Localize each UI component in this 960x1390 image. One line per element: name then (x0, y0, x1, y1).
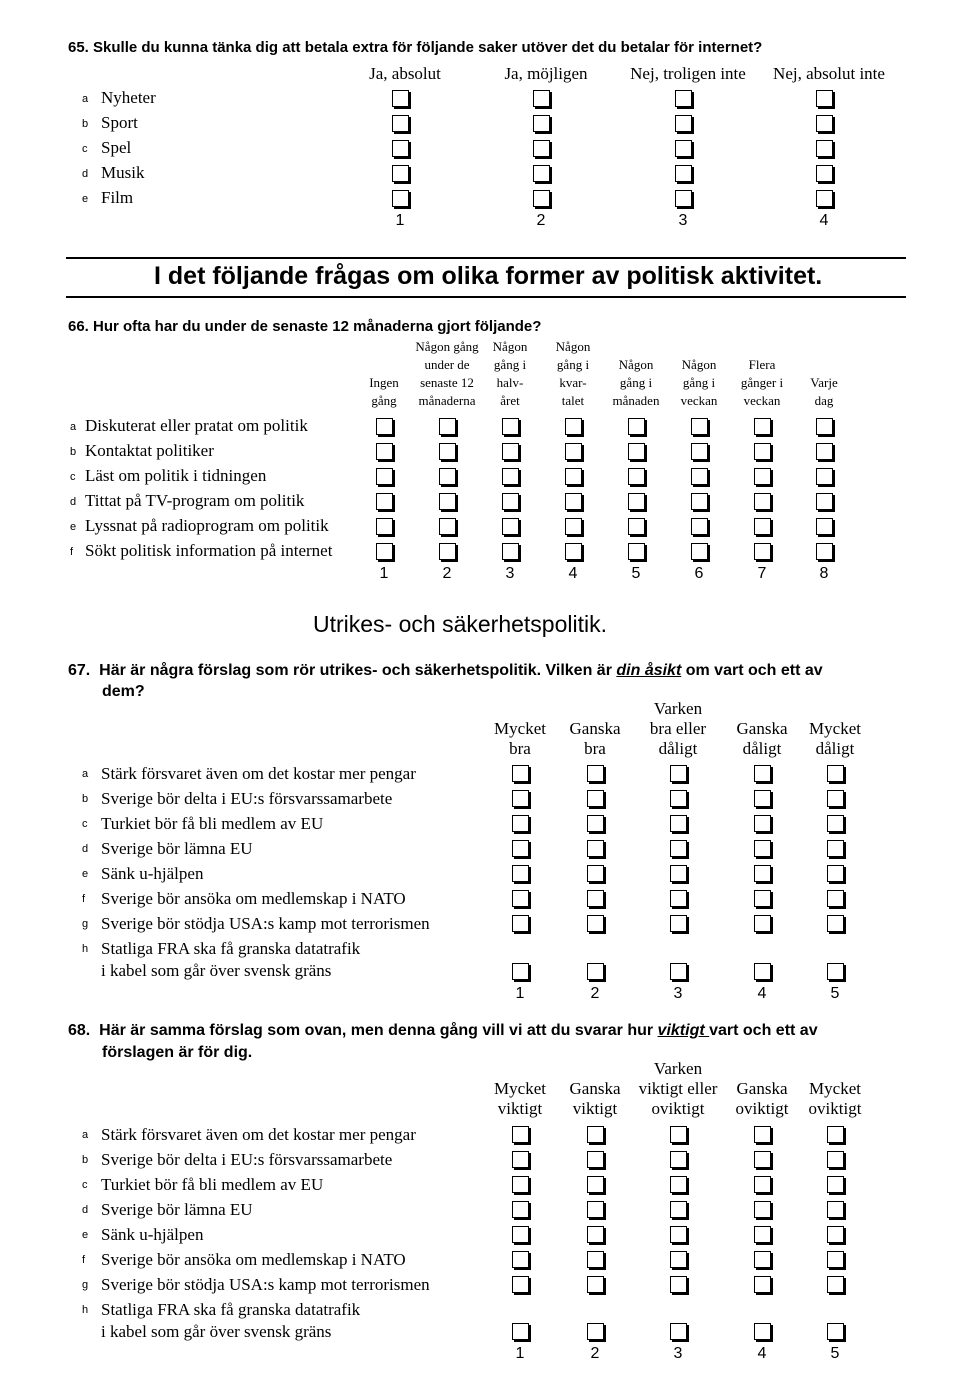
q68-column-header: Ganska oviktigt (735, 1079, 789, 1118)
q65-item-letter: b (82, 118, 89, 130)
q68-scale-number: 3 (673, 1345, 683, 1362)
q65-scale-number: 3 (678, 212, 688, 229)
q67-item-label: Turkiet bör få bli medlem av EU (101, 814, 324, 833)
q66-checkbox[interactable] (502, 468, 519, 485)
q68-item-letter: f (82, 1254, 86, 1266)
q68-checkbox[interactable] (587, 1151, 604, 1168)
q68-item-label: Sverige bör lämna EU (101, 1200, 253, 1219)
q68-checkbox[interactable] (670, 1201, 687, 1218)
q66-item-letter: f (70, 546, 74, 558)
q66-scale-number: 3 (505, 565, 515, 582)
q66-checkbox[interactable] (691, 468, 708, 485)
q68-checkbox[interactable] (827, 1201, 844, 1218)
q66-checkbox[interactable] (816, 543, 833, 560)
q68-checkbox[interactable] (512, 1201, 529, 1218)
q68-checkbox[interactable] (754, 1126, 771, 1143)
q65-item-label: Film (101, 188, 134, 207)
q68-checkbox[interactable] (754, 1176, 771, 1193)
q66-checkbox[interactable] (754, 518, 771, 535)
q68-column-header: Mycket viktigt (494, 1079, 546, 1118)
q67-checkbox[interactable] (512, 815, 529, 832)
q67-checkbox[interactable] (670, 790, 687, 807)
q65-item-letter: a (82, 93, 89, 105)
q66-checkbox[interactable] (628, 443, 645, 460)
q67-checkbox[interactable] (754, 815, 771, 832)
q68-checkbox[interactable] (512, 1176, 529, 1193)
q67-column-header: Mycket bra (494, 719, 546, 758)
q66-checkbox[interactable] (502, 418, 519, 435)
q68-column-header: Mycket oviktigt (808, 1079, 862, 1118)
q65-checkbox[interactable] (816, 90, 833, 107)
q68-checkbox[interactable] (512, 1151, 529, 1168)
q67-checkbox[interactable] (827, 915, 844, 932)
q67-scale-number: 3 (673, 985, 683, 1002)
q66-checkbox[interactable] (691, 493, 708, 510)
q67-column-header: Mycket dåligt (809, 719, 861, 758)
q66-item-label: Lyssnat på radioprogram om politik (85, 516, 329, 535)
q65-scale-number: 2 (536, 212, 546, 229)
q66-item-letter: a (70, 421, 77, 433)
q65-column-header: Nej, troligen inte (630, 64, 746, 83)
q65-checkbox[interactable] (675, 90, 692, 107)
q66-checkbox[interactable] (691, 543, 708, 560)
q68-checkbox[interactable] (754, 1226, 771, 1243)
q66-checkbox[interactable] (565, 418, 582, 435)
q65-checkbox[interactable] (816, 140, 833, 157)
q67-checkbox[interactable] (512, 915, 529, 932)
q65-checkbox[interactable] (675, 140, 692, 157)
q67-checkbox[interactable] (512, 890, 529, 907)
q66-checkbox[interactable] (565, 493, 582, 510)
q68-item-letter: b (82, 1154, 89, 1166)
q66-checkbox[interactable] (376, 543, 393, 560)
q66-scale-number: 1 (379, 565, 389, 582)
q67-scale-number: 1 (515, 985, 525, 1002)
q68-checkbox[interactable] (827, 1323, 844, 1340)
q66-checkbox[interactable] (502, 493, 519, 510)
q67-checkbox[interactable] (754, 840, 771, 857)
q67-checkbox[interactable] (512, 790, 529, 807)
q68-checkbox[interactable] (587, 1323, 604, 1340)
q67-checkbox[interactable] (754, 865, 771, 882)
q65-scale-number: 1 (395, 212, 405, 229)
q65-column-header: Ja, möjligen (504, 64, 588, 83)
q67-item-letter: b (82, 793, 89, 805)
q65-scale-number: 4 (819, 212, 829, 229)
q66-column-header: Någon gång i veckan (680, 357, 718, 408)
q67-item-letter: e (82, 868, 89, 880)
q68-item-letter: d (82, 1204, 89, 1216)
q68-checkbox[interactable] (670, 1176, 687, 1193)
q67-item-label: Stärk försvaret även om det kostar mer pengar (101, 764, 416, 783)
q66-item-letter: d (70, 496, 77, 508)
q67-column-header: Ganska bra (569, 719, 621, 758)
q68-checkbox[interactable] (670, 1251, 687, 1268)
q68-title (68, 1020, 908, 1042)
q66-checkbox[interactable] (691, 418, 708, 435)
q67-item-label: Sverige bör delta i EU:s försvarssamarbete (101, 789, 393, 808)
q66-checkbox[interactable] (439, 493, 456, 510)
q65-checkbox[interactable] (816, 165, 833, 182)
q67-title (68, 660, 908, 682)
q68-title-emphasis: viktigt (657, 1022, 710, 1039)
q66-item-letter: c (70, 471, 76, 483)
q66-checkbox[interactable] (376, 468, 393, 485)
section-banner: I det följande frågas om olika former av politisk aktivitet. (154, 262, 823, 290)
q67-item-label: Sverige bör ansöka om medlemskap i NATO (101, 889, 406, 908)
q67-item-letter: f (82, 893, 86, 905)
q66-checkbox[interactable] (439, 443, 456, 460)
q65-checkbox[interactable] (533, 165, 550, 182)
q66-checkbox[interactable] (376, 518, 393, 535)
q65-column-header: Nej, absolut inte (773, 64, 885, 83)
q67-item-label: Sverige bör lämna EU (101, 839, 253, 858)
q66-checkbox[interactable] (376, 418, 393, 435)
q67-checkbox[interactable] (670, 963, 687, 980)
q68-checkbox[interactable] (754, 1251, 771, 1268)
q66-column-header: Ingen gång (369, 375, 399, 408)
q67-column-header: Varken bra eller dåligt (649, 699, 707, 758)
q66-checkbox[interactable] (565, 543, 582, 560)
q65-checkbox[interactable] (392, 190, 409, 207)
q68-checkbox[interactable] (827, 1176, 844, 1193)
q67-checkbox[interactable] (512, 765, 529, 782)
q67-title-tail: om vart och ett av (681, 662, 823, 679)
q68-item-letter: a (82, 1129, 89, 1141)
q68-column-header: Varken viktigt eller oviktigt (638, 1059, 718, 1118)
q67-checkbox[interactable] (754, 915, 771, 932)
q66-checkbox[interactable] (502, 443, 519, 460)
q67-checkbox[interactable] (587, 790, 604, 807)
q67-checkbox[interactable] (670, 840, 687, 857)
q66-checkbox[interactable] (816, 518, 833, 535)
q66-item-label: Läst om politik i tidningen (85, 466, 267, 485)
q67-checkbox[interactable] (512, 865, 529, 882)
q66-scale-number: 4 (568, 565, 578, 582)
q67-checkbox[interactable] (587, 765, 604, 782)
q67-checkbox[interactable] (827, 963, 844, 980)
q67-checkbox[interactable] (754, 765, 771, 782)
q68-item-label: Sverige bör delta i EU:s försvarssamarbete (101, 1150, 393, 1169)
q67-item-letter: g (82, 918, 89, 930)
q66-checkbox[interactable] (565, 518, 582, 535)
q68-item-label: Sverige bör stödja USA:s kamp mot terrorismen (101, 1275, 430, 1294)
q66-checkbox[interactable] (816, 468, 833, 485)
q68-checkbox[interactable] (827, 1226, 844, 1243)
q65-item-letter: d (82, 168, 89, 180)
q67-checkbox[interactable] (587, 840, 604, 857)
q66-checkbox[interactable] (502, 543, 519, 560)
q68-checkbox[interactable] (512, 1276, 529, 1293)
q66-checkbox[interactable] (691, 518, 708, 535)
q66-checkbox[interactable] (376, 443, 393, 460)
q66-checkbox[interactable] (628, 518, 645, 535)
q67-scale-number: 4 (757, 985, 767, 1002)
q67-checkbox[interactable] (754, 790, 771, 807)
q67-column-header: Ganska dåligt (736, 719, 788, 758)
q66-checkbox[interactable] (754, 443, 771, 460)
q67-checkbox[interactable] (754, 963, 771, 980)
q66-column-header: Någon gång i halv- året (492, 339, 528, 408)
q65-item-label: Musik (101, 163, 145, 182)
q68-checkbox[interactable] (512, 1323, 529, 1340)
q66-item-letter: b (70, 446, 77, 458)
q66-scale-number: 8 (819, 565, 829, 582)
q67-checkbox[interactable] (827, 890, 844, 907)
q68-checkbox[interactable] (587, 1276, 604, 1293)
q67-checkbox[interactable] (827, 840, 844, 857)
q65-checkbox[interactable] (392, 165, 409, 182)
q68-checkbox[interactable] (587, 1176, 604, 1193)
q66-column-header: Varje dag (810, 375, 838, 408)
q66-item-letter: e (70, 521, 77, 533)
q67-checkbox[interactable] (670, 765, 687, 782)
q66-checkbox[interactable] (754, 418, 771, 435)
q66-column-header: Flera gånger i veckan (740, 357, 784, 408)
q68-checkbox[interactable] (827, 1251, 844, 1268)
q68-item-label: Stärk försvaret även om det kostar mer pengar (101, 1125, 416, 1144)
banner-top-rule (66, 257, 906, 259)
q67-scale-number: 5 (830, 985, 840, 1002)
q68-checkbox[interactable] (512, 1226, 529, 1243)
q66-item-label: Sökt politisk information på internet (85, 541, 333, 560)
q68-checkbox[interactable] (827, 1126, 844, 1143)
q66-checkbox[interactable] (628, 543, 645, 560)
q68-checkbox[interactable] (587, 1201, 604, 1218)
q67-checkbox[interactable] (587, 915, 604, 932)
q68-checkbox[interactable] (587, 1126, 604, 1143)
section-title: Utrikes- och säkerhetspolitik. (313, 611, 607, 637)
q67-checkbox[interactable] (670, 890, 687, 907)
q68-checkbox[interactable] (754, 1151, 771, 1168)
q67-checkbox[interactable] (670, 865, 687, 882)
q66-checkbox[interactable] (565, 468, 582, 485)
q67-number: 67. (68, 662, 91, 679)
q67-checkbox[interactable] (827, 865, 844, 882)
q66-checkbox[interactable] (628, 493, 645, 510)
q66-title: 66. Hur ofta har du under de senaste 12 månaderna gjort följande? (68, 318, 542, 335)
q65-checkbox[interactable] (816, 190, 833, 207)
q65-checkbox[interactable] (392, 115, 409, 132)
q67-checkbox[interactable] (512, 840, 529, 857)
q66-checkbox[interactable] (376, 493, 393, 510)
q67-item-letter: d (82, 843, 89, 855)
q68-checkbox[interactable] (670, 1276, 687, 1293)
q66-item-label: Kontaktat politiker (85, 441, 214, 460)
q65-title: 65. Skulle du kunna tänka dig att betala extra för följande saker utöver det du betalar för internet? (68, 39, 763, 56)
q68-checkbox[interactable] (670, 1226, 687, 1243)
q68-title-tail: vart och ett av (709, 1022, 818, 1039)
q68-number: 68. (68, 1022, 91, 1039)
q68-checkbox[interactable] (587, 1226, 604, 1243)
q67-checkbox[interactable] (587, 890, 604, 907)
q67-scale-number: 2 (590, 985, 600, 1002)
q68-checkbox[interactable] (827, 1276, 844, 1293)
q66-checkbox[interactable] (754, 493, 771, 510)
q68-item-letter: h (82, 1304, 89, 1316)
q65-item-letter: e (82, 193, 89, 205)
q67-item-label: Sänk u-hjälpen (101, 864, 204, 883)
q65-checkbox[interactable] (533, 90, 550, 107)
q66-checkbox[interactable] (691, 443, 708, 460)
q65-item-label: Nyheter (101, 88, 156, 107)
q65-checkbox[interactable] (392, 140, 409, 157)
q66-checkbox[interactable] (439, 518, 456, 535)
q67-checkbox[interactable] (827, 815, 844, 832)
q68-item-label: Sverige bör ansöka om medlemskap i NATO (101, 1250, 406, 1269)
q66-checkbox[interactable] (816, 493, 833, 510)
q66-column-header: Någon gång under de senaste 12 månaderna (415, 339, 479, 408)
q68-checkbox[interactable] (512, 1126, 529, 1143)
q67-item-letter: a (82, 768, 89, 780)
q66-checkbox[interactable] (816, 418, 833, 435)
q68-checkbox[interactable] (754, 1276, 771, 1293)
q66-checkbox[interactable] (439, 468, 456, 485)
q68-item-label: Statliga FRA ska få granska datatrafik i kabel som går över svensk gräns (101, 1300, 361, 1341)
q68-scale-number: 2 (590, 1345, 600, 1362)
q66-checkbox[interactable] (439, 418, 456, 435)
q66-checkbox[interactable] (628, 468, 645, 485)
q66-scale-number: 7 (757, 565, 767, 582)
q68-column-header: Ganska viktigt (569, 1079, 621, 1118)
q68-checkbox[interactable] (827, 1151, 844, 1168)
q67-item-label: Statliga FRA ska få granska datatrafik i kabel som går över svensk gräns (101, 939, 361, 980)
q67-checkbox[interactable] (587, 963, 604, 980)
banner-bottom-rule (66, 296, 906, 298)
q65-checkbox[interactable] (675, 115, 692, 132)
q66-scale-number: 5 (631, 565, 641, 582)
q67-checkbox[interactable] (827, 790, 844, 807)
q66-item-label: Tittat på TV-program om politik (85, 491, 305, 510)
q65-checkbox[interactable] (533, 115, 550, 132)
q68-item-letter: g (82, 1279, 89, 1291)
q68-item-letter: e (82, 1229, 89, 1241)
q66-checkbox[interactable] (502, 518, 519, 535)
q68-checkbox[interactable] (670, 1151, 687, 1168)
q66-column-header: Någon gång i kvar- talet (555, 339, 591, 408)
q66-checkbox[interactable] (816, 443, 833, 460)
q68-checkbox[interactable] (670, 1126, 687, 1143)
q68-checkbox[interactable] (670, 1323, 687, 1340)
q65-column-header: Ja, absolut (369, 64, 441, 83)
q65-checkbox[interactable] (533, 140, 550, 157)
q67-checkbox[interactable] (587, 815, 604, 832)
q67-item-letter: c (82, 818, 88, 830)
q66-column-header: Någon gång i månaden (612, 357, 660, 408)
q67-item-label: Sverige bör stödja USA:s kamp mot terrorismen (101, 914, 430, 933)
q68-checkbox[interactable] (754, 1201, 771, 1218)
q68-checkbox[interactable] (587, 1251, 604, 1268)
q67-item-letter: h (82, 943, 89, 955)
q67-checkbox[interactable] (670, 815, 687, 832)
q68-scale-number: 4 (757, 1345, 767, 1362)
q68-scale-number: 5 (830, 1345, 840, 1362)
q68-checkbox[interactable] (754, 1323, 771, 1340)
q65-item-letter: c (82, 143, 88, 155)
q65-checkbox[interactable] (533, 190, 550, 207)
q67-checkbox[interactable] (670, 915, 687, 932)
q67-checkbox[interactable] (587, 865, 604, 882)
q66-scale-number: 2 (442, 565, 452, 582)
q66-item-label: Diskuterat eller pratat om politik (85, 416, 308, 435)
q67-title-line2: dem? (102, 683, 145, 700)
q67-title-emphasis: din åsikt (616, 662, 682, 679)
q68-title-line2: förslagen är för dig. (102, 1044, 253, 1061)
q66-checkbox[interactable] (754, 468, 771, 485)
q66-checkbox[interactable] (628, 418, 645, 435)
q68-item-letter: c (82, 1179, 88, 1191)
q68-title-text: Här är samma förslag som ovan, men denna gång vill vi att du svarar hur (99, 1022, 658, 1039)
q68-item-label: Sänk u-hjälpen (101, 1225, 204, 1244)
q68-item-label: Turkiet bör få bli medlem av EU (101, 1175, 324, 1194)
q65-item-label: Spel (101, 138, 132, 157)
q65-checkbox[interactable] (392, 90, 409, 107)
q68-checkbox[interactable] (512, 1251, 529, 1268)
q65-item-label: Sport (101, 113, 138, 132)
q66-scale-number: 6 (694, 565, 704, 582)
q68-scale-number: 1 (515, 1345, 525, 1362)
q65-checkbox[interactable] (816, 115, 833, 132)
q66-checkbox[interactable] (754, 543, 771, 560)
q67-title-text: Här är några förslag som rör utrikes- och säkerhetspolitik. Vilken är (99, 662, 617, 679)
q67-checkbox[interactable] (754, 890, 771, 907)
q67-checkbox[interactable] (512, 963, 529, 980)
q65-checkbox[interactable] (675, 165, 692, 182)
q67-checkbox[interactable] (827, 765, 844, 782)
q65-checkbox[interactable] (675, 190, 692, 207)
q66-checkbox[interactable] (565, 443, 582, 460)
q66-checkbox[interactable] (439, 543, 456, 560)
